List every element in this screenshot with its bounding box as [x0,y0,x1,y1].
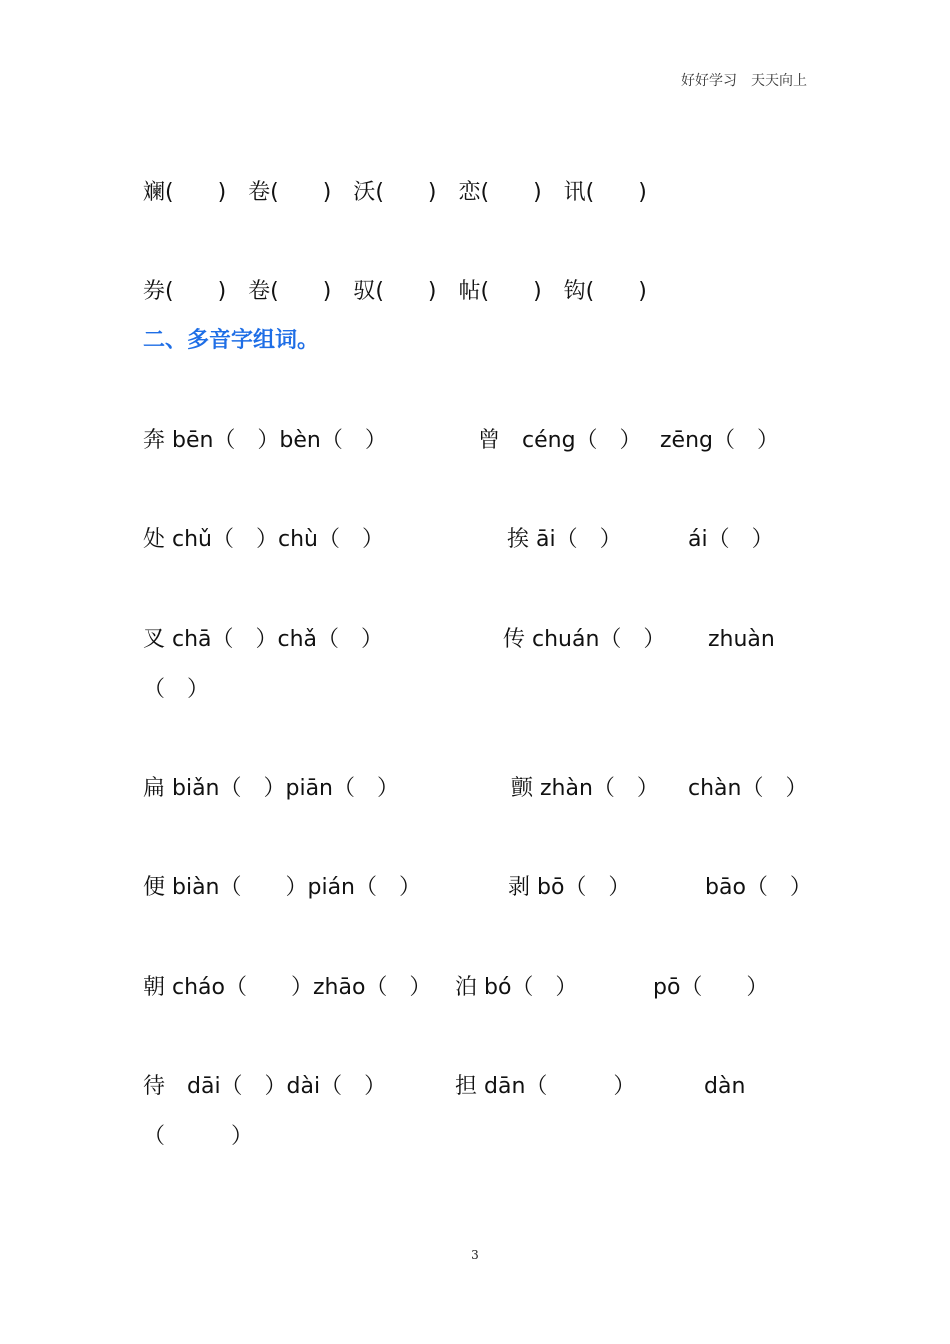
char-line-2: 券( ) 卷( ) 驭( ) 帖( ) 钩( ) [143,279,647,304]
page-header: 好好学习 天天向上 [681,73,807,89]
row-2-mid: 传 chuán（ ） [503,627,666,652]
row-4-left: 便 biàn（ ）pián（ ） [143,875,421,900]
row-0-mid: 曾 céng（ ） [478,428,642,453]
row-4-mid: 剥 bō（ ） [508,875,631,900]
row-3-mid: 颤 zhàn（ ） [511,776,659,801]
row-6-wrap: （ ） [143,1124,254,1149]
row-3-right: chàn（ ） [688,776,808,801]
row-2-left: 叉 chā（ ）chǎ（ ） [143,627,384,652]
section-heading: 二、多音字组词。 [143,328,320,353]
row-4-right: bāo（ ） [705,875,812,900]
row-6-left: 待 dāi（ ）dài（ ） [143,1074,387,1099]
row-1-right: ái（ ） [688,527,774,552]
row-0-right: zēng（ ） [660,428,779,453]
row-1-left: 处 chǔ（ ）chù（ ） [143,527,384,552]
page-number: 3 [471,1248,479,1262]
row-5-mid: 泊 bó（ ） [455,975,578,1000]
row-2-right: zhuàn [708,627,775,652]
row-0-left: 奔 bēn（ ）bèn（ ） [143,428,387,453]
row-5-right: pō（ ） [653,975,769,1000]
row-5-left: 朝 cháo（ ）zhāo（ ） [143,975,432,1000]
row-1-mid: 挨 āi（ ） [507,527,622,552]
char-line-1: 斓( ) 卷( ) 沃( ) 恋( ) 讯( ) [143,180,647,205]
row-6-mid: 担 dān（ ） [455,1074,636,1099]
row-6-right: dàn [704,1074,746,1099]
row-2-wrap: （ ） [143,677,210,702]
row-3-left: 扁 biǎn（ ）piān（ ） [143,776,399,801]
